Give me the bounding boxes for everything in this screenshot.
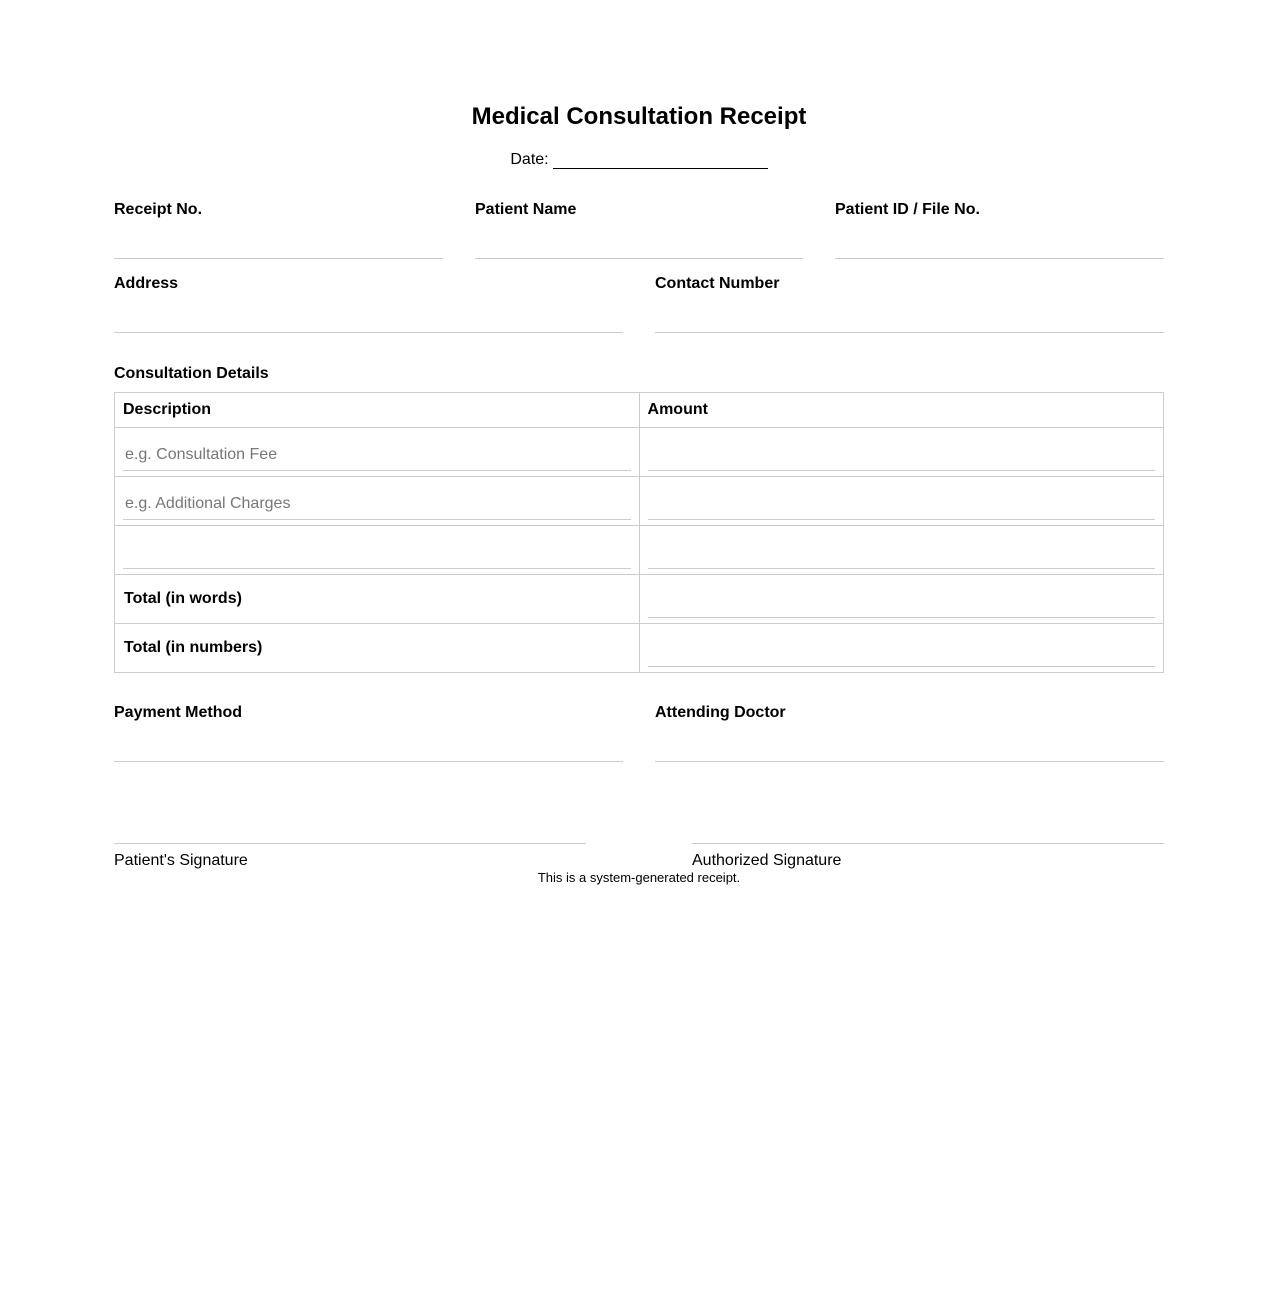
table-row [115,526,1164,575]
address-field-group [114,275,623,335]
patient-name-label: Patient Name [475,201,577,218]
date-field[interactable] [553,153,768,169]
total-numbers-row [115,624,1164,673]
date-row [114,151,1164,169]
amount-cell [639,526,1163,575]
patient-signature-label: Patient's Signature [114,852,248,869]
payment-method-input[interactable] [114,732,623,762]
description-input[interactable] [123,537,631,569]
contact-number-input[interactable] [655,303,1164,333]
patient-signature-line[interactable] [114,843,586,870]
column-header-description: Description [115,393,640,428]
consultation-details-title: Consultation Details [114,365,269,382]
patient-id-label: Patient ID / File No. [835,201,980,218]
address-label: Address [114,275,179,292]
amount-cell [639,428,1163,477]
total-words-row [115,575,1164,624]
authorized-signature-line[interactable] [692,843,1164,870]
attending-doctor-field-group [655,704,1164,764]
attending-doctor-label: Attending Doctor [655,704,786,721]
total-numbers-input[interactable] [648,635,1155,667]
description-input[interactable] [123,488,631,520]
table-row [115,428,1164,477]
page-title: Medical Consultation Receipt [471,103,807,130]
total-words-label: Total (in words) [115,575,640,624]
attending-doctor-input[interactable] [655,732,1164,762]
authorized-signature-label: Authorized Signature [692,852,842,869]
table-header-row [115,393,1164,428]
description-input[interactable] [123,439,631,471]
patient-id-input[interactable] [835,229,1164,259]
patient-name-input[interactable] [475,229,803,259]
contact-number-label: Contact Number [655,275,780,292]
description-cell [115,428,640,477]
patient-name-field-group [475,201,803,261]
amount-input[interactable] [648,439,1155,471]
payment-method-field-group [114,704,623,764]
date-label: Date: [510,151,549,168]
amount-input[interactable] [648,488,1155,520]
total-numbers-label: Total (in numbers) [115,624,640,673]
contact-number-field-group [655,275,1164,335]
total-words-input[interactable] [648,586,1155,618]
total-numbers-cell [639,624,1163,673]
table-row [115,477,1164,526]
receipt-no-field-group [114,201,443,261]
amount-input[interactable] [648,537,1155,569]
receipt-no-label: Receipt No. [114,201,203,218]
address-input[interactable] [114,303,623,333]
description-cell [115,526,640,575]
description-cell [115,477,640,526]
payment-method-label: Payment Method [114,704,243,721]
consultation-table [114,392,1164,673]
patient-id-field-group [835,201,1164,261]
total-words-cell [639,575,1163,624]
amount-cell [639,477,1163,526]
system-generated-note: This is a system-generated receipt. [537,870,741,885]
receipt-no-input[interactable] [114,229,443,259]
column-header-amount: Amount [639,393,1163,428]
